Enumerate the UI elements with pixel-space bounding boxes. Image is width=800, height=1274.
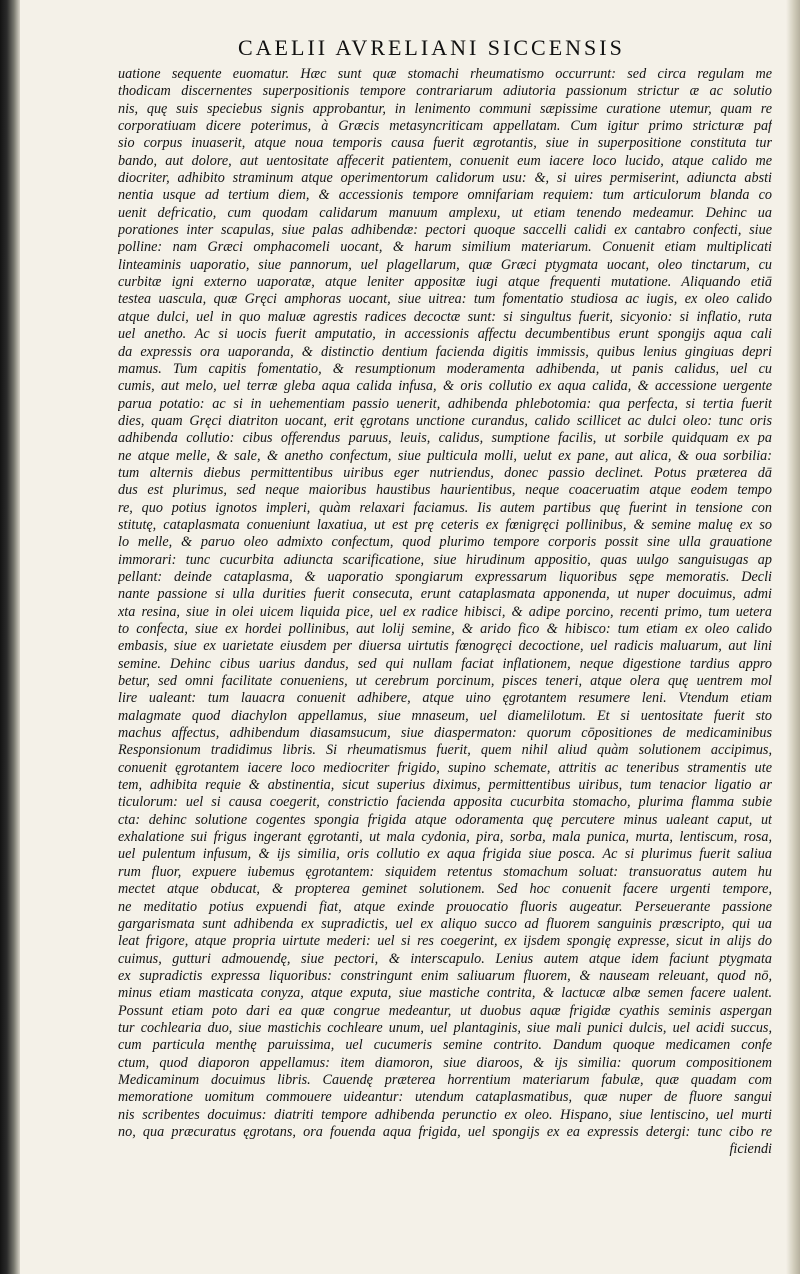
page-edge: [786, 0, 800, 1274]
text-line: ex supradictis expressa liquoribus: constringunt enim saliuarum fluorem, & nauseam releuant, quod nō,: [118, 967, 772, 984]
text-line: cta: dehinc solutione cogentes spongia frigida atque odoramenta quę percutere minus ualeant caput, ut: [118, 811, 772, 828]
text-line: ctum, quod diaporon appellamus: item diamoron, siue diaroos, & ijs similia: quorum compositionem: [118, 1054, 772, 1071]
text-line: nis scribentes docuimus: diatriti tempore adhibenda perunctio ex oleo. Hispano, siue lentiscino, uel murti: [118, 1106, 772, 1123]
text-line: corporatiuam dicere poterimus, à Græcis metasyncriticam appellatam. Cum igitur primo stricturæ paf: [118, 118, 772, 135]
text-line: malagmate quod diachylon appellamus, siue mnaseum, uel diamelilotum. Et si uentositate fuerit sto: [118, 707, 772, 724]
text-line: sio corpus inuaserit, atque noua temporis causa fuerit ægrotantis, siue in superpositione constituta tur: [118, 135, 772, 152]
text-line: re, quo potius ignotos impleri, quàm relaxari faciamus. Iis autem partibus quę fuerint in tensione con: [118, 499, 772, 516]
text-line: uel pulentum infusum, & ijs similia, oris collutio ex aqua frigida siue posca. Ac si plurimus fuerit saliua: [118, 846, 772, 863]
text-line: ne meditatio potius expuendi fiat, atque exinde prouocatio fluoris augeatur. Perseuerante passione: [118, 898, 772, 915]
text-line: uenit defricatio, cum quodam calidarum manuum amplexu, ut etiam tenendo medeamur. Dehinc ua: [118, 204, 772, 221]
text-line: uatione sequente euomatur. Hæc sunt quæ stomachi rheumatismo occurrunt: sed circa regulam me: [118, 66, 772, 82]
text-line: cuimus, gutturi admouendę, siue pectori, & interscapulo. Lenius autem atque idem faciunt ptygmata: [118, 950, 772, 967]
text-line: atque dulci, uel in quo maluæ agrestis radices decoctæ sunt: si singultus fuerit, sicyonio: si inflatio, ruta: [118, 308, 772, 325]
text-line: curbitæ igni externo uaporatæ, atque leniter appositæ iugi atque frequenti mutatione. Aliquando etiā: [118, 274, 772, 291]
text-line: nis, quę suis speciebus signis approbantur, in lenimento communi sæpissime curatione utemur, quam re: [118, 100, 772, 117]
text-line: thodicam discernentes superpositionis tempore contrariarum adiutoria passionum strictur æ ac solutio: [118, 83, 772, 100]
text-line: gargarismata sunt adhibenda ex supradictis, uel ex aliquo succo ad fluorem sanguinis præscripto, qui ua: [118, 915, 772, 932]
text-line: ne atque melle, & sale, & anetho confectum, siue pulticula molli, uelut ex pane, aut alica, & oua sorbilia:: [118, 447, 772, 464]
text-line: tur cochlearia duo, siue mastichis cochleare unum, uel plantaginis, siue mali punici dulcis, uel acidi succus,: [118, 1019, 772, 1036]
text-line: nentia usque ad tertium diem, & accessionis tempore omnifariam requiem: tum articulorum blanda co: [118, 187, 772, 204]
text-line: memoratione uomitum commouere uideantur: utendum cataplasmatibus, quæ nuper de fluore sangui: [118, 1089, 772, 1106]
text-line: adhibenda collutio: cibus offerendus paruus, leuis, calidus, sumptione facilis, ut sorbile quidquam ex pa: [118, 430, 772, 447]
text-line: ficiendi: [729, 1141, 772, 1158]
text-line: embasis, siue ex uarietate eiusdem per diuersa uirtutis fœnogręci decoctione, uel radicis maluarum, aut lini: [118, 638, 772, 655]
text-line: xta resina, siue in olei uicem liquida pice, uel ex radice hibisci, & adipe porcino, recenti primo, tum uetera: [118, 603, 772, 620]
text-line: semine. Dehinc cibus uarius dandus, sed qui nullam faciat inflationem, neque digestione tardius appro: [118, 655, 772, 672]
text-line: rum fluor, expuere iubemus ęgrotantem: siquidem retentus stomachum soluat: transuoratus autem hu: [118, 863, 772, 880]
text-line: linteaminis uaporatio, siue pannorum, uel plagellarum, quæ Græci ptygmata uocant, oleo tinctarum, cu: [118, 256, 772, 273]
text-line: parua potatio: ac si in uehementiam passio uenerit, adhibenda phlebotomia: qua perfecta, si tertia fuerit: [118, 395, 772, 412]
text-line: Medicaminum docuimus libris. Cauendę præterea horrentium materiarum fabulæ, quæ quadam com: [118, 1071, 772, 1088]
text-line: testea uascula, quæ Gręci amphoras uocant, siue uitrea: tum fomentatio studiosa ac iugis, ex oleo calido: [118, 291, 772, 308]
text-line: exhalatione sui frigus ingerant ęgrotanti, ut mala cydonia, pira, sorba, mala punica, murta, lentiscum, rosa,: [118, 829, 772, 846]
text-line: uel anetho. Ac si uocis fuerit amputatio, in accessionis affectu decumbentibus erunt spongijs aqua cali: [118, 326, 772, 343]
body-text: [118, 66, 772, 1159]
text-line: stitutę, cataplasmata conueniunt laxatiua, ut est prę ceteris ex fœnigręci pollinibus, & semine maluę ex so: [118, 516, 772, 533]
text-line: bando, aut dolore, aut uentositate affecerit patientem, conuenit eum iacere loco lucido, atque calido me: [118, 152, 772, 169]
text-line: porationes inter scapulas, siue palas adhibendæ: pectori quoque saccelli calidi ex cantabro confecti, siue: [118, 222, 772, 239]
text-line: dies, quam Gręci diatriton uocant, erit ęgrotans unctione curandus, calido scillicet ac dulci oleo: tunc oris: [118, 412, 772, 429]
text-line: leat frigore, atque propria uirtute mederi: uel si res coegerint, ex ijsdem spongię expresse, sicut in alijs do: [118, 933, 772, 950]
text-line: Responsionum tradidimus libris. Si rheumatismus fuerit, quem nihil aliud quàm solutionem accipimus,: [118, 742, 772, 759]
text-line: da expressis ora uaporanda, & distinctio dentium facienda digitis immissis, quibus lenius gingiuas depri: [118, 343, 772, 360]
text-line: to confecta, siue ex hordei pollinibus, aut lolij semine, & arido fico & hibisco: tum etiam ex oleo calido: [118, 621, 772, 637]
text-line: Possunt etiam poto dari ea quæ congrue medeantur, ut duobus aquæ frigidæ cyathis seminis aspergan: [118, 1002, 772, 1019]
text-line: mamus. Tum capitis fomentatio, & resumptionum moderamenta adhibenda, ut panis calidus, uel cu: [118, 360, 772, 377]
text-line: betur, sed omni facilitate conueniens, ut cerebrum porcinum, pisces teneri, atque olera quę uentrem mol: [118, 673, 772, 690]
text-line: tem, adhibita requie & abstinentia, sicut superius diximus, permittentibus uiribus, tum tenacior ligatio ar: [118, 777, 772, 794]
text-line: no, qua præcuratus ęgrotans, ora fouenda aqua frigida, uel spongijs ex ea expressis detergi: tunc cibo re: [118, 1123, 772, 1140]
running-head: CAELII AVRELIANI SICCENSIS: [238, 35, 625, 60]
text-line: lire ualeant: tum lauacra conuenit adhibere, atque uino ęgrotantem resumere leni. Vtendum etiam: [118, 690, 772, 707]
text-line: tum alternis diebus permittentibus uiribus eger nutriendus, donec passio declinet. Potus præterea dā: [118, 464, 772, 481]
text-line: nante passione si ulla durities fuerit consecuta, erunt cataplasmata apponenda, ut nuper docuimus, admi: [118, 586, 772, 603]
text-line: conuenit ęgrotantem iacere loco mediocriter frigido, supino schemate, attritis ac teneribus stramentis ute: [118, 759, 772, 776]
text-line: ticulorum: uel si causa coegerit, constrictio facienda apposita cucurbita stomacho, plurima flamma subie: [118, 794, 772, 811]
text-line: machus affectus, adhibendum diasamsucum, siue diaspermaton: quorum cōpositiones de medicaminibus: [118, 725, 772, 742]
text-line: diocriter, adhibito straminum atque operimentorum calidorum usu: &, si uires permiserint, adiuncta absti: [118, 170, 772, 187]
text-line: dus est plurimus, sed neque maioribus haustibus haurientibus, neque coaceruatim atque eodem tempo: [118, 482, 772, 499]
text-line: pellant: deinde cataplasma, & uaporatio spongiarum expressarum liquoribus sępe memoratis. Decli: [118, 568, 772, 585]
text-line: lo melle, & paruo oleo admixto confectum, quod plurimo tempore corporis possit sine ulla grauatione: [118, 534, 772, 551]
text-line: mectet atque obducat, & propterea geminet solutionem. Sed hoc conuenit facere urgenti tempore,: [118, 881, 772, 898]
text-line: cum particula menthę paruissima, uel cucumeris semine contrito. Dandum quoque medicamen confe: [118, 1037, 772, 1054]
text-line: immorari: tunc cucurbita adiuncta scarificatione, siue hirudinum appositio, quas uulgo sanguisugas ap: [118, 551, 772, 568]
text-line: cumis, aut melo, uel terræ gleba aqua calida infusa, & oris collutio ex aqua calida, & accessione uergente: [118, 378, 772, 395]
binding-gutter: [0, 0, 20, 1274]
text-line: polline: nam Græci omphacomeli uocant, & harum similium materiarum. Conuenit etiam multiplicati: [118, 239, 772, 256]
text-line: minus etiam masticata conyza, atque exputa, siue mastiche contrita, & lactucæ albæ semen facere ualent.: [118, 985, 772, 1002]
